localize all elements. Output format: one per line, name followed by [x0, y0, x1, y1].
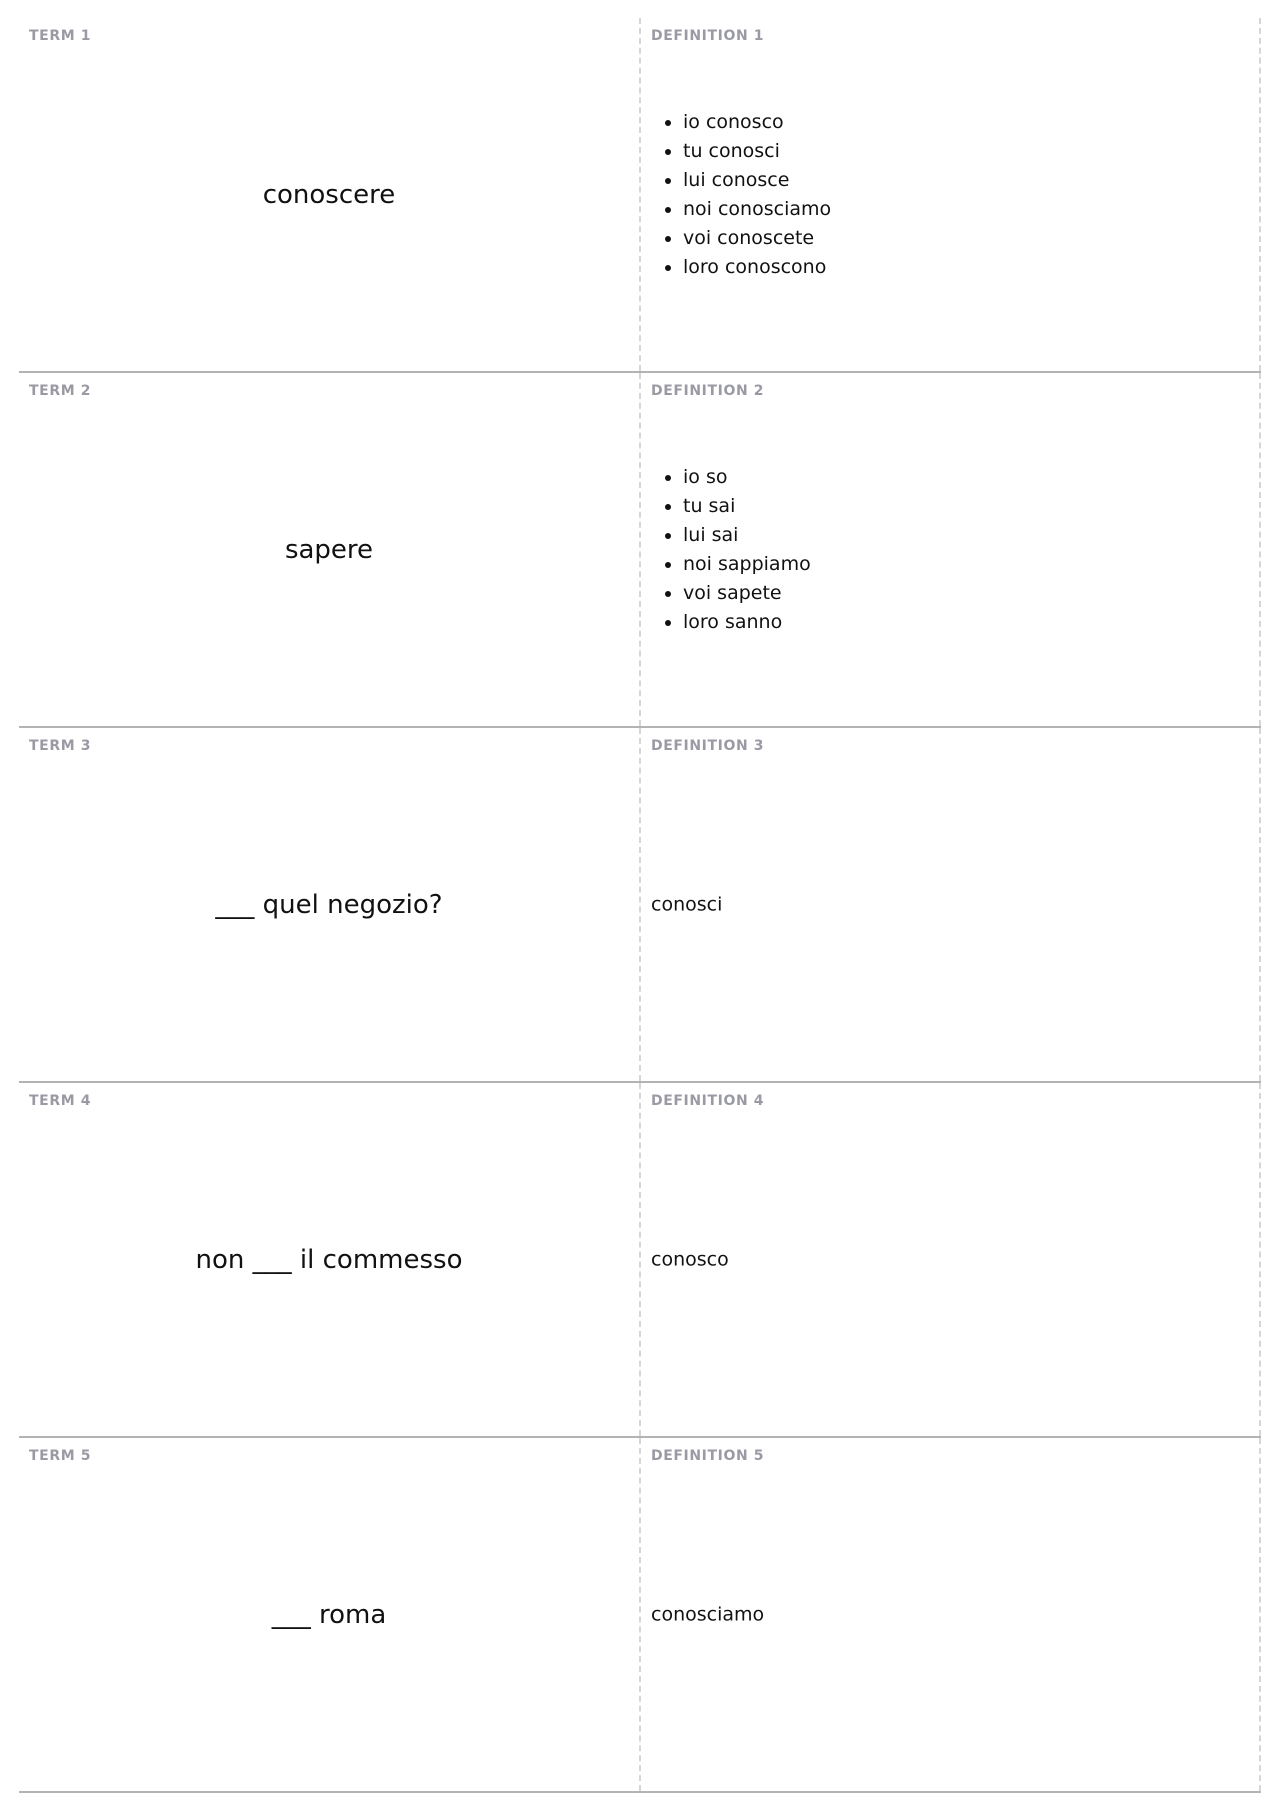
definition-item: • voi sapete: [683, 579, 1249, 608]
term-cell-3[interactable]: [19, 728, 641, 1081]
definition-item: • voi conoscete: [683, 224, 1249, 253]
definition-label-4: DEFINITION 4: [651, 1093, 765, 1109]
term-cell-5[interactable]: [19, 1438, 641, 1791]
term-cell-4[interactable]: [19, 1083, 641, 1436]
definition-cell-3[interactable]: [641, 728, 1261, 1081]
definition-item: • lui conosce: [683, 166, 1249, 195]
card-row-2: [19, 373, 1261, 728]
definition-cell-1[interactable]: [641, 18, 1261, 371]
term-label-2: TERM 2: [29, 383, 92, 399]
definition-item: • lui sai: [683, 521, 1249, 550]
definition-item: • noi conosciamo: [683, 195, 1249, 224]
definition-cell-2[interactable]: [641, 373, 1261, 726]
term-label-1: TERM 1: [29, 28, 92, 44]
term-label-5: TERM 5: [29, 1448, 92, 1464]
term-text-3: ___ quel negozio?: [215, 889, 443, 920]
definition-cell-5[interactable]: [641, 1438, 1261, 1791]
definition-text-5: conosciamo: [651, 1603, 765, 1625]
term-text-5: ___ roma: [271, 1599, 387, 1630]
definition-label-2: DEFINITION 2: [651, 383, 765, 399]
term-cell-1[interactable]: [19, 18, 641, 371]
definition-item: • tu conosci: [683, 137, 1249, 166]
definition-label-1: DEFINITION 1: [651, 28, 765, 44]
definition-text-3: conosci: [651, 893, 723, 915]
definition-list-1: [651, 108, 1249, 282]
definition-item: • tu sai: [683, 492, 1249, 521]
term-label-4: TERM 4: [29, 1093, 92, 1109]
term-text-2: sapere: [284, 534, 374, 565]
term-text-1: conoscere: [262, 179, 396, 210]
definition-item: • noi sappiamo: [683, 550, 1249, 579]
definition-label-5: DEFINITION 5: [651, 1448, 765, 1464]
card-row-3: [19, 728, 1261, 1083]
definition-item: • loro sanno: [683, 608, 1249, 637]
definition-item: • io so: [683, 463, 1249, 492]
term-text-4: non ___ il commesso: [195, 1244, 463, 1275]
term-cell-2[interactable]: [19, 373, 641, 726]
definition-cell-4[interactable]: [641, 1083, 1261, 1436]
card-row-1: [19, 18, 1261, 373]
definition-label-3: DEFINITION 3: [651, 738, 765, 754]
definition-body-2: [651, 463, 1249, 637]
card-row-4: [19, 1083, 1261, 1438]
definition-item: • loro conoscono: [683, 253, 1249, 282]
definition-body-1: [651, 108, 1249, 282]
definition-list-2: [651, 463, 1249, 637]
definition-text-4: conosco: [651, 1248, 729, 1270]
term-label-3: TERM 3: [29, 738, 92, 754]
card-row-5: [19, 1438, 1261, 1793]
flashcard-sheet: [19, 18, 1261, 1793]
definition-item: • io conosco: [683, 108, 1249, 137]
